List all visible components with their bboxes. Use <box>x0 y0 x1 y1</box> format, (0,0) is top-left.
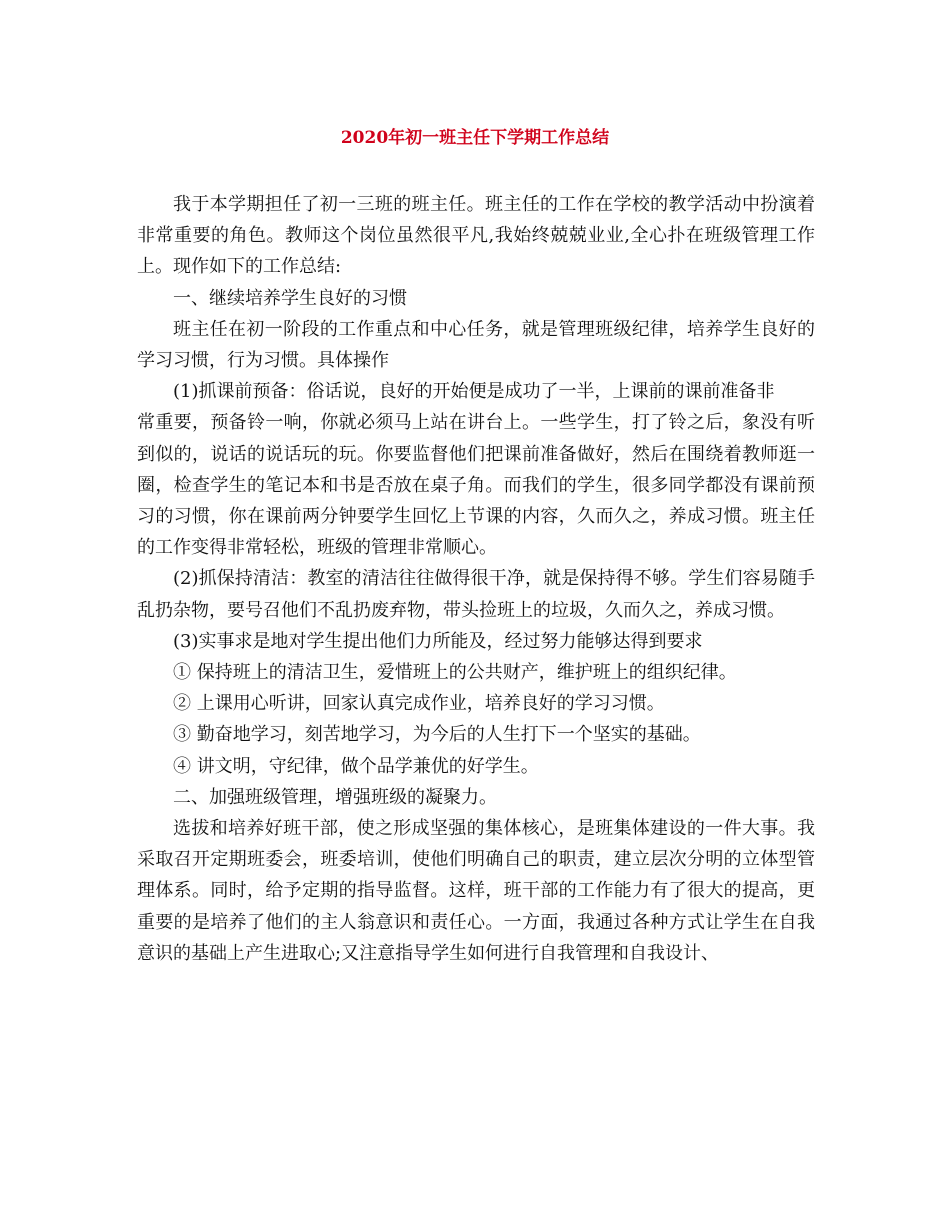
list-item: (2)抓保持清洁：教室的清洁往往做得很干净，就是保持得不够。学生们容易随手乱扔杂物，要号召他们不乱扔废弃物，带头捡班上的垃圾，久而久之，养成习惯。 <box>137 568 815 621</box>
paragraph: 班主任在初一阶段的工作重点和中心任务，就是管理班级纪律，培养学生良好的学习习惯，行为习惯。具体操作 <box>137 318 815 372</box>
document-body <box>137 189 815 969</box>
list-item: ④ 讲文明，守纪律，做个品学兼优的好学生。 <box>173 755 539 777</box>
document-title: 2020年初一班主任下学期工作总结 <box>340 128 610 148</box>
list-item: ③ 勤奋地学习，刻苦地学习，为今后的人生打下一个坚实的基础。 <box>173 724 701 746</box>
section-heading-1: 一、继续培养学生良好的习惯 <box>173 287 407 309</box>
section-heading-2: 二、加强班级管理，增强班级的凝聚力。 <box>173 786 497 808</box>
list-item: ① 保持班上的清洁卫生，爱惜班上的公共财产，维护班上的组织纪律。 <box>173 662 737 684</box>
paragraph: 常重要，预备铃一响，你就必须马上站在讲台上。一些学生，打了铃之后，象没有听到似的，说话的说话玩的玩。你要监督他们把课前准备做好，然后在围绕着教师逛一圈，检查学生的笔记本和书是否放在桌子角。而我们的学生，很多同学都没有课前预习的习惯，你在课前两分钟要学生回忆上节课的内容，久而久之，养成习惯。班主任的工作变得非常轻松，班级的管理非常顺心。 <box>137 412 815 559</box>
list-item: ② 上课用心听讲，回家认真完成作业，培养良好的学习习惯。 <box>173 693 665 715</box>
list-item: (3)实事求是地对学生提出他们力所能及，经过努力能够达得到要求 <box>173 630 703 652</box>
list-item: (1)抓课前预备：俗话说，良好的开始便是成功了一半，上课前的课前准备非 <box>173 381 775 403</box>
paragraph: 选拔和培养好班干部，使之形成坚强的集体核心，是班集体建设的一件大事。我采取召开定期班委会，班委培训，使他们明确自己的职责，建立层次分明的立体型管理体系。同时，给予定期的指导监督。这样，班干部的工作能力有了很大的提高，更重要的是培养了他们的主人翁意识和责任心。一方面，我通过各种方式让学生在自我意识的基础上产生进取心;又注意指导学生如何进行自我管理和自我设计、 <box>137 818 815 964</box>
paragraph-intro: 我于本学期担任了初一三班的班主任。班主任的工作在学校的教学活动中扮演着非常重要的角色。教师这个岗位虽然很平凡,我始终兢兢业业,全心扑在班级管理工作上。现作如下的工作总结: <box>137 194 815 278</box>
